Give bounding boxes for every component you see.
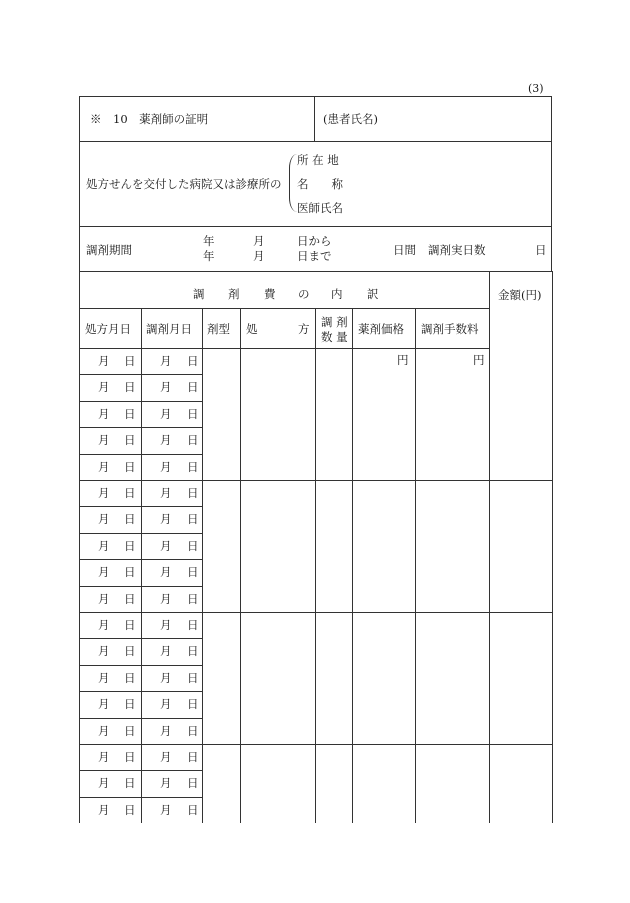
period-to-year[interactable]: 年 (203, 249, 215, 263)
col-line (141, 308, 142, 823)
col-rx-date: 処方月日 (85, 322, 131, 336)
rx-month-field[interactable]: 月 (98, 618, 110, 632)
rx-month-field[interactable]: 月 (98, 380, 110, 394)
actual-days-label: 調剤実日数 (428, 243, 486, 257)
date-row-line (79, 691, 202, 692)
date-row-line (79, 770, 202, 771)
issuer-doctor-field[interactable]: 医師氏名 (297, 201, 343, 215)
disp-day-field[interactable]: 日 (187, 776, 199, 790)
disp-day-field[interactable]: 日 (187, 565, 199, 579)
col-form: 剤型 (207, 322, 230, 336)
rx-day-field[interactable]: 日 (124, 460, 136, 474)
disp-month-field[interactable]: 月 (160, 486, 172, 500)
rx-day-field[interactable]: 日 (124, 592, 136, 606)
rx-month-field[interactable]: 月 (98, 512, 110, 526)
col-rx-2: 方 (298, 322, 310, 336)
disp-day-field[interactable]: 日 (187, 486, 199, 500)
col-drug-price: 薬剤価格 (358, 322, 404, 336)
rx-day-field[interactable]: 日 (124, 512, 136, 526)
disp-month-field[interactable]: 月 (160, 644, 172, 658)
rx-day-field[interactable]: 日 (124, 433, 136, 447)
col-rx-1: 処 (246, 322, 258, 336)
period-days[interactable]: 日間 (393, 243, 416, 257)
rx-month-field[interactable]: 月 (98, 697, 110, 711)
disp-day-field[interactable]: 日 (187, 750, 199, 764)
col-disp-date: 調剤月日 (146, 322, 192, 336)
col-line (415, 308, 416, 823)
col-line (240, 308, 241, 823)
rx-month-field[interactable]: 月 (98, 407, 110, 421)
period-to-day[interactable]: 日まで (297, 249, 332, 263)
date-row-line (79, 586, 202, 587)
issuer-address-field[interactable]: 所 在 地 (297, 153, 339, 167)
disp-day-field[interactable]: 日 (187, 407, 199, 421)
rx-month-field[interactable]: 月 (98, 460, 110, 474)
col-line (202, 308, 203, 823)
breakdown-title-char: 費 (264, 287, 276, 301)
rx-day-field[interactable]: 日 (124, 539, 136, 553)
disp-day-field[interactable]: 日 (187, 592, 199, 606)
disp-month-field[interactable]: 月 (160, 460, 172, 474)
rx-day-field[interactable]: 日 (124, 486, 136, 500)
drug-price-yen: 円 (397, 353, 409, 367)
col-qty-1: 調 剤 (321, 315, 348, 329)
period-from-month[interactable]: 月 (253, 234, 265, 248)
disp-month-field[interactable]: 月 (160, 539, 172, 553)
disp-day-field[interactable]: 日 (187, 644, 199, 658)
disp-day-field[interactable]: 日 (187, 433, 199, 447)
disp-day-field[interactable]: 日 (187, 697, 199, 711)
rx-month-field[interactable]: 月 (98, 803, 110, 817)
disp-month-field[interactable]: 月 (160, 512, 172, 526)
date-row-line (79, 454, 202, 455)
disp-day-field[interactable]: 日 (187, 671, 199, 685)
disp-day-field[interactable]: 日 (187, 380, 199, 394)
section-title: ※ 10 薬剤師の証明 (90, 112, 209, 126)
divider (314, 96, 315, 142)
disp-month-field[interactable]: 月 (160, 433, 172, 447)
rx-month-field[interactable]: 月 (98, 539, 110, 553)
rx-day-field[interactable]: 日 (124, 697, 136, 711)
rx-day-field[interactable]: 日 (124, 724, 136, 738)
col-line (315, 308, 316, 823)
date-row-line (79, 559, 202, 560)
date-row-line (79, 797, 202, 798)
date-row-line (79, 665, 202, 666)
rx-month-field[interactable]: 月 (98, 354, 110, 368)
disp-day-field[interactable]: 日 (187, 512, 199, 526)
rx-month-field[interactable]: 月 (98, 592, 110, 606)
rx-day-field[interactable]: 日 (124, 565, 136, 579)
disp-day-field[interactable]: 日 (187, 460, 199, 474)
disp-month-field[interactable]: 月 (160, 380, 172, 394)
breakdown-title-char: 内 (331, 287, 343, 301)
period-from-year[interactable]: 年 (203, 234, 215, 248)
date-row-line (79, 533, 202, 534)
disp-month-field[interactable]: 月 (160, 697, 172, 711)
rx-month-field[interactable]: 月 (98, 486, 110, 500)
date-row-line (79, 638, 202, 639)
rx-month-field[interactable]: 月 (98, 724, 110, 738)
rx-day-field[interactable]: 日 (124, 380, 136, 394)
disp-day-field[interactable]: 日 (187, 539, 199, 553)
col-fee: 調剤手数料 (421, 322, 479, 336)
disp-month-field[interactable]: 月 (160, 803, 172, 817)
disp-month-field[interactable]: 月 (160, 724, 172, 738)
col-qty-2: 数 量 (321, 330, 348, 344)
rx-month-field[interactable]: 月 (98, 750, 110, 764)
rx-month-field[interactable]: 月 (98, 565, 110, 579)
group-line (79, 744, 553, 745)
disp-month-field[interactable]: 月 (160, 565, 172, 579)
issuer-label: 処方せんを交付した病院又は診療所の (86, 177, 282, 191)
rx-day-field[interactable]: 日 (124, 776, 136, 790)
disp-month-field[interactable]: 月 (160, 354, 172, 368)
rx-month-field[interactable]: 月 (98, 644, 110, 658)
actual-days-field[interactable]: 日 (535, 243, 547, 257)
disp-day-field[interactable]: 日 (187, 354, 199, 368)
breakdown-title-char: 訳 (367, 287, 379, 301)
rx-month-field[interactable]: 月 (98, 776, 110, 790)
date-row-line (79, 401, 202, 402)
rx-day-field[interactable]: 日 (124, 618, 136, 632)
amount-header: 金額(円) (498, 288, 542, 302)
rx-day-field[interactable]: 日 (124, 671, 136, 685)
rx-day-field[interactable]: 日 (124, 354, 136, 368)
rx-day-field[interactable]: 日 (124, 750, 136, 764)
disp-day-field[interactable]: 日 (187, 803, 199, 817)
patient-name-field[interactable]: (患者氏名) (323, 112, 378, 126)
rx-day-field[interactable]: 日 (124, 407, 136, 421)
disp-month-field[interactable]: 月 (160, 407, 172, 421)
disp-month-field[interactable]: 月 (160, 671, 172, 685)
page-number: (3) (528, 82, 544, 95)
breakdown-title-char: 剤 (228, 287, 240, 301)
col-line (352, 308, 353, 823)
rx-month-field[interactable]: 月 (98, 433, 110, 447)
disp-month-field[interactable]: 月 (160, 750, 172, 764)
period-label: 調剤期間 (86, 243, 132, 257)
rx-day-field[interactable]: 日 (124, 803, 136, 817)
date-row-line (79, 718, 202, 719)
breakdown-title-char: の (298, 287, 310, 301)
issuer-name-field[interactable]: 名 称 (297, 177, 343, 191)
disp-month-field[interactable]: 月 (160, 592, 172, 606)
rx-month-field[interactable]: 月 (98, 671, 110, 685)
rx-day-field[interactable]: 日 (124, 644, 136, 658)
period-from-day[interactable]: 日から (297, 234, 332, 248)
disp-month-field[interactable]: 月 (160, 776, 172, 790)
group-line (79, 612, 553, 613)
date-row-line (79, 374, 202, 375)
fee-yen: 円 (473, 353, 485, 367)
disp-month-field[interactable]: 月 (160, 618, 172, 632)
breakdown-title-char: 調 (193, 287, 205, 301)
disp-day-field[interactable]: 日 (187, 618, 199, 632)
amount-col-line (489, 271, 490, 823)
date-row-line (79, 506, 202, 507)
period-to-month[interactable]: 月 (253, 249, 265, 263)
date-row-line (79, 427, 202, 428)
disp-day-field[interactable]: 日 (187, 724, 199, 738)
group-line (79, 480, 553, 481)
